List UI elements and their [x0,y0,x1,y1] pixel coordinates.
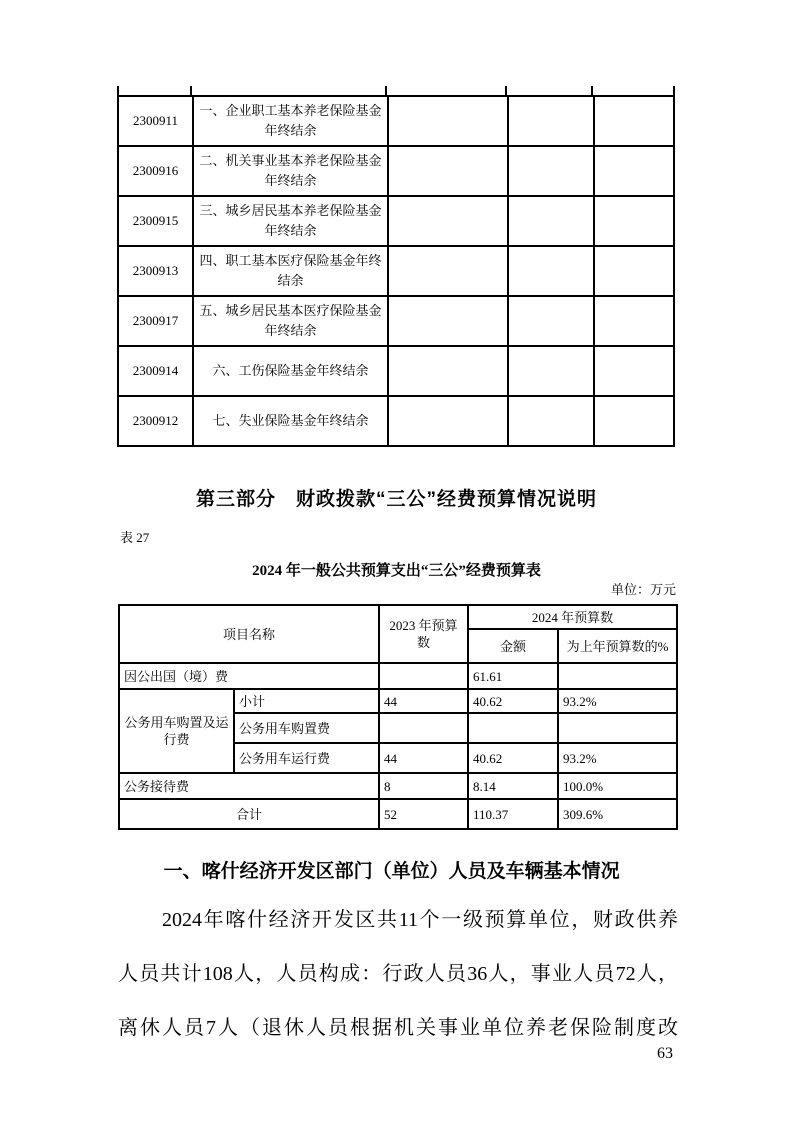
empty-cell [594,96,674,146]
value-amount: 40.62 [468,743,558,773]
code-cell: 2300914 [118,346,193,396]
table-row [119,689,677,713]
table-number-label: 表 27 [120,530,150,545]
row-label: 因公出国（境）费 [119,663,379,689]
table-row [119,773,677,799]
value-2023: 44 [379,689,468,713]
table-row [118,346,674,396]
code-cell: 2300916 [118,146,193,196]
value-2023: 8 [379,773,468,799]
table-row [118,146,674,196]
budget-table-title: 2024 年一般公共预算支出“三公”经费预算表 [252,563,541,579]
table-row [118,96,674,146]
table-row [118,396,674,446]
table-row [118,296,674,346]
section-title: 第三部分 财政拨款“三公”经费预算情况说明 [195,489,597,510]
code-cell: 2300915 [118,196,193,246]
table-row [118,196,674,246]
empty-cell [508,246,594,296]
code-cell: 2300917 [118,296,193,346]
row-label: 公务用车运行费 [234,743,379,773]
table-row [119,663,677,689]
code-cell: 2300912 [118,396,193,446]
value-amount: 61.61 [468,663,558,689]
empty-cell [594,396,674,446]
empty-cell [388,196,508,246]
header-pct: 为上年预算数的% [558,629,677,663]
paragraph-line: 人员共计108人，人员构成：行政人员36人，事业人员72人， [118,963,678,985]
value-pct: 93.2% [558,743,677,773]
value-2023: 52 [379,799,468,829]
row-label: 合计 [119,799,379,829]
empty-cell [594,246,674,296]
value-amount: 8.14 [468,773,558,799]
value-amount: 40.62 [468,689,558,713]
item-name-cell: 七、失业保险基金年终结余 [193,396,388,446]
value-2023: 44 [379,743,468,773]
value-2023 [379,663,468,689]
continued-table [117,95,675,447]
empty-cell [508,396,594,446]
table-continuation-stubs [117,86,675,95]
empty-cell [388,396,508,446]
unit-label: 单位：万元 [610,582,676,597]
body-paragraph [118,893,678,1055]
row-label: 小计 [234,689,379,713]
item-name-cell: 五、城乡居民基本医疗保险基金年终结余 [193,296,388,346]
value-amount [468,713,558,743]
empty-cell [508,196,594,246]
header-2023: 2023 年预算数 [379,605,468,663]
header-row [119,605,677,629]
value-pct: 309.6% [558,799,677,829]
header-amount: 金额 [468,629,558,663]
budget-table [118,604,678,830]
row-label: 公务接待费 [119,773,379,799]
header-2024: 2024 年预算数 [468,605,677,629]
value-amount: 110.37 [468,799,558,829]
code-cell: 2300913 [118,246,193,296]
empty-cell [508,346,594,396]
item-name-cell: 二、机关事业基本养老保险基金年终结余 [193,146,388,196]
code-cell: 2300911 [118,96,193,146]
value-pct [558,713,677,743]
paragraph-line: 离休人员7人（退休人员根据机关事业单位养老保险制度改 [118,1017,678,1039]
value-2023 [379,713,468,743]
page-number: 63 [657,1045,673,1062]
value-pct: 93.2% [558,689,677,713]
empty-cell [508,96,594,146]
paragraph-line: 2024年喀什经济开发区共11个一级预算单位，财政供养 [162,909,678,931]
empty-cell [594,196,674,246]
table-row [119,799,677,829]
empty-cell [594,296,674,346]
empty-cell [388,346,508,396]
group-label: 公务用车购置及运行费 [119,689,234,773]
table-row [118,246,674,296]
item-name-cell: 一、企业职工基本养老保险基金年终结余 [193,96,388,146]
empty-cell [388,146,508,196]
value-pct: 100.0% [558,773,677,799]
empty-cell [388,296,508,346]
empty-cell [508,146,594,196]
empty-cell [388,96,508,146]
section-heading: 一、喀什经济开发区部门（单位）人员及车辆基本情况 [163,861,620,882]
header-item: 项目名称 [119,605,379,663]
empty-cell [594,346,674,396]
value-pct [558,663,677,689]
empty-cell [508,296,594,346]
item-name-cell: 六、工伤保险基金年终结余 [193,346,388,396]
empty-cell [594,146,674,196]
item-name-cell: 四、职工基本医疗保险基金年终结余 [193,246,388,296]
empty-cell [388,246,508,296]
row-label: 公务用车购置费 [234,713,379,743]
item-name-cell: 三、城乡居民基本养老保险基金年终结余 [193,196,388,246]
